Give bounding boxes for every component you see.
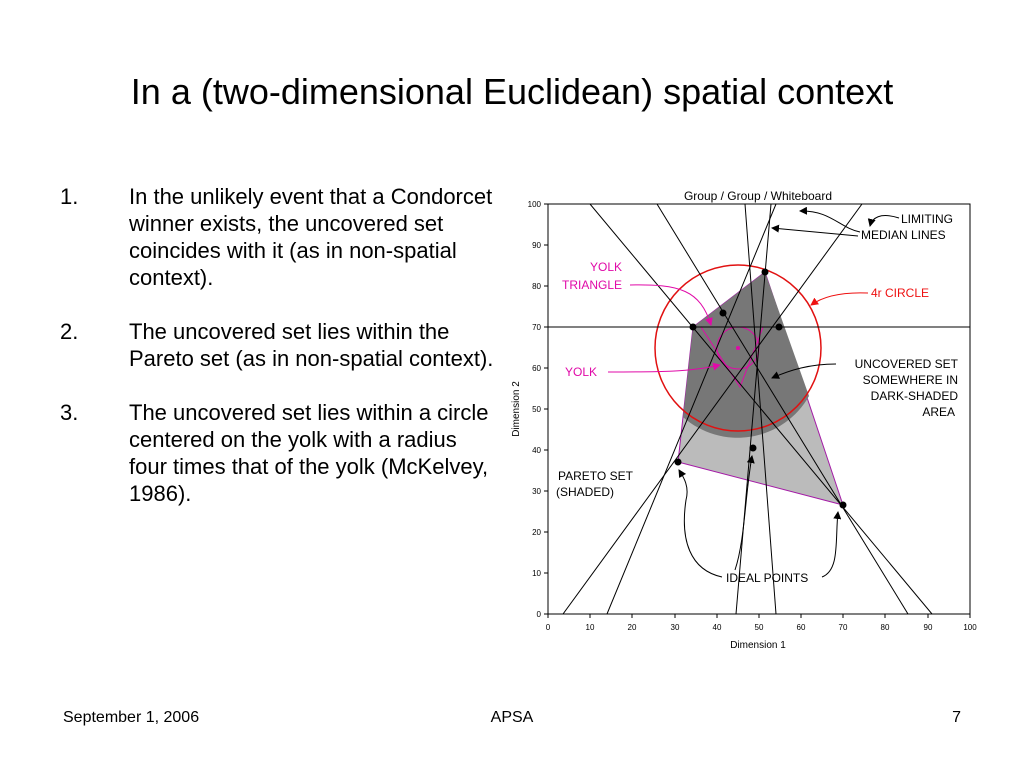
item-number: 3. <box>60 400 79 425</box>
svg-text:10: 10 <box>585 623 595 632</box>
svg-text:100: 100 <box>963 623 977 632</box>
label-4r-circle: 4r CIRCLE <box>871 286 930 300</box>
arrow-yolk-triangle <box>630 285 711 325</box>
svg-text:90: 90 <box>923 623 933 632</box>
svg-text:100: 100 <box>527 200 541 209</box>
label-shaded: (SHADED) <box>556 485 615 499</box>
svg-text:30: 30 <box>532 487 541 496</box>
label-limiting: LIMITING <box>901 212 954 226</box>
arrow-4r-circle <box>811 293 868 305</box>
yolk-center <box>736 346 740 350</box>
svg-text:70: 70 <box>838 623 848 632</box>
svg-text:90: 90 <box>532 241 541 250</box>
y-axis-title: Dimension 2 <box>511 381 522 437</box>
label-yolk: YOLK <box>590 260 623 274</box>
arrow-limiting-1 <box>870 216 899 226</box>
svg-text:50: 50 <box>754 623 764 632</box>
item-text: The uncovered set lies within the Pareto set (as in non-spatial context). <box>129 319 494 371</box>
item-number: 2. <box>60 319 79 344</box>
arrow-ideal-3 <box>822 512 838 577</box>
svg-text:40: 40 <box>532 446 541 455</box>
svg-text:30: 30 <box>670 623 680 632</box>
svg-text:10: 10 <box>532 569 541 578</box>
label-yolk-point: YOLK <box>565 365 598 379</box>
label-triangle: TRIANGLE <box>562 278 623 292</box>
item-number: 1. <box>60 184 79 209</box>
svg-text:20: 20 <box>627 623 637 632</box>
label-uncovered-4: AREA <box>922 405 955 419</box>
y-axis-labels <box>528 200 542 619</box>
arrow-limiting-2 <box>800 211 860 232</box>
svg-text:60: 60 <box>796 623 806 632</box>
x-axis-title: Dimension 1 <box>730 640 786 651</box>
label-pareto: PARETO SET <box>558 469 633 483</box>
arrow-ideal-1 <box>679 470 722 577</box>
y-axis-ticks <box>544 204 548 614</box>
slide-title: In a (two-dimensional Euclidean) spatial context <box>130 71 894 112</box>
svg-text:50: 50 <box>532 405 541 414</box>
svg-text:0: 0 <box>536 610 541 619</box>
svg-text:40: 40 <box>712 623 722 632</box>
svg-text:70: 70 <box>532 323 541 332</box>
footer-center: APSA <box>490 709 534 726</box>
diagram-title: Group / Group / Whiteboard <box>683 189 833 203</box>
x-axis-ticks <box>548 614 970 618</box>
label-uncovered-3: DARK-SHADED <box>870 389 958 403</box>
label-uncovered-1: UNCOVERED SET <box>854 357 958 371</box>
svg-text:80: 80 <box>532 282 541 291</box>
arrow-limiting-3 <box>772 228 858 236</box>
footer-date: September 1, 2006 <box>63 709 200 726</box>
label-uncovered-2: SOMEWHERE IN <box>862 373 958 387</box>
svg-text:0: 0 <box>545 623 551 632</box>
svg-text:20: 20 <box>532 528 541 537</box>
footer-page-number: 7 <box>952 709 961 726</box>
label-median-lines: MEDIAN LINES <box>861 228 946 242</box>
x-axis-labels <box>546 623 977 632</box>
svg-text:60: 60 <box>532 364 541 373</box>
svg-text:80: 80 <box>880 623 890 632</box>
item-text: The uncovered set lies within a circle centered on the yolk with a radius four times that of the yolk (McKelvey, 1986). <box>129 400 489 506</box>
item-text: In the unlikely event that a Condorcet winner exists, the uncovered set coincides with it (as in non-spatial context). <box>129 184 493 290</box>
label-ideal-points: IDEAL POINTS <box>726 571 809 585</box>
